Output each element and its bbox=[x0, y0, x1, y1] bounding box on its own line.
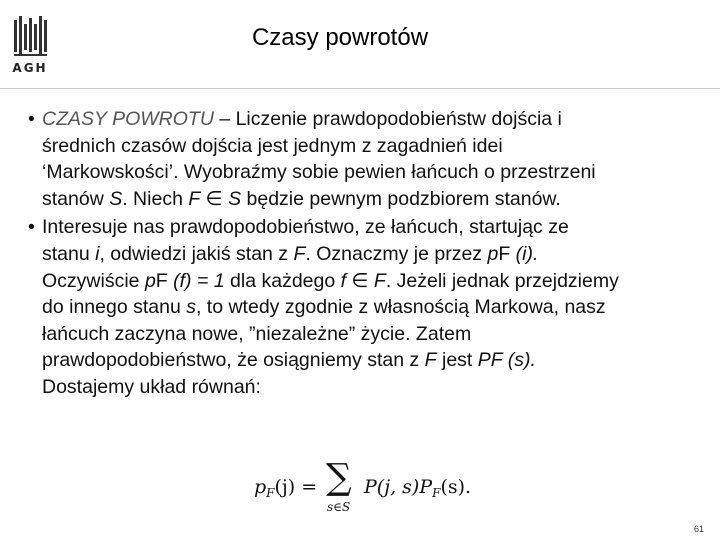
text-run: , to wtedy zgodnie z własnością Markowa, nasz bbox=[195, 296, 606, 319]
slide-title: Czasy powrotów bbox=[251, 24, 429, 51]
text-run: łańcuch zaczyna nowe, ”niezależne” życie. Zatem bbox=[42, 322, 472, 345]
text-run: . Jeżeli jednak przejdziemy bbox=[385, 269, 619, 292]
text-run: F bbox=[424, 349, 437, 372]
sum-symbol: ∑ bbox=[326, 457, 352, 498]
text-run: stanów bbox=[42, 187, 110, 210]
equation-rhs: P(j, $s)P_F(s)$. bbox=[364, 476, 472, 500]
text-run: S bbox=[109, 187, 123, 210]
text-run: PF (s). bbox=[477, 349, 536, 372]
text-run: , odwiedzi jakiś stan z bbox=[99, 242, 294, 265]
sum-index: s∈S bbox=[327, 500, 351, 514]
text-run: będzie pewnym podzbiorem stanów. bbox=[241, 187, 561, 210]
bullet-item bbox=[26, 106, 698, 212]
text-run: Dostajemy układ równań: bbox=[42, 375, 261, 398]
text-run: ‘Markowskości’. Wyobraźmy sobie pewien łańcuch o przestrzeni bbox=[42, 161, 596, 184]
equation-lhs: $p_F(j)$ = bbox=[254, 476, 318, 500]
text-run: S bbox=[228, 187, 242, 210]
text-run: dla każdego bbox=[224, 269, 341, 292]
text-run: s bbox=[186, 296, 196, 319]
text-run: F bbox=[498, 242, 516, 265]
equation bbox=[254, 457, 474, 518]
text-run: . Oznaczmy je przez bbox=[305, 242, 488, 265]
bullet-text bbox=[42, 214, 698, 400]
text-run: i bbox=[95, 242, 100, 265]
slide-body bbox=[26, 106, 698, 403]
text-run: ∈ bbox=[346, 269, 374, 292]
text-run: F bbox=[373, 269, 386, 292]
page-number: 61 bbox=[694, 524, 705, 534]
bullet-text bbox=[42, 106, 698, 212]
divider bbox=[0, 88, 720, 89]
text-run: f bbox=[340, 269, 347, 292]
text-run: stanu bbox=[42, 242, 96, 265]
text-run: p bbox=[144, 269, 156, 292]
bullet-dot-icon: • bbox=[28, 216, 35, 239]
text-run: . Niech bbox=[122, 187, 189, 210]
bullet-item bbox=[26, 214, 698, 400]
bullet-dot-icon: • bbox=[28, 108, 35, 130]
text-run: średnich czasów dojścia jest jednym z zagadnień idei bbox=[42, 134, 503, 157]
text-run: – Liczenie prawdopodobieństw dojścia i bbox=[213, 108, 562, 130]
text-run: Interesuje nas prawdopodobieństwo, ze łańcuch, startując ze bbox=[42, 216, 569, 239]
text-run: (i). bbox=[515, 242, 539, 265]
agh-logo bbox=[10, 14, 50, 76]
text-run: F bbox=[188, 187, 201, 210]
text-run: F bbox=[293, 242, 306, 265]
text-run: jest bbox=[436, 349, 478, 372]
text-run: (f) = 1 bbox=[173, 269, 225, 292]
text-run: CZASY POWROTU bbox=[42, 108, 214, 130]
text-run: F bbox=[155, 269, 174, 292]
text-run: p bbox=[487, 242, 499, 265]
text-run: prawdopodobieństwo, że osiągniemy stan z bbox=[42, 349, 425, 372]
text-run: ∈ bbox=[200, 187, 229, 210]
text-run: do innego stanu bbox=[42, 296, 187, 319]
text-run: Oczywiście bbox=[42, 269, 145, 292]
agh-logo-emblem-icon bbox=[10, 14, 50, 60]
logo-text: AGH bbox=[12, 61, 48, 75]
